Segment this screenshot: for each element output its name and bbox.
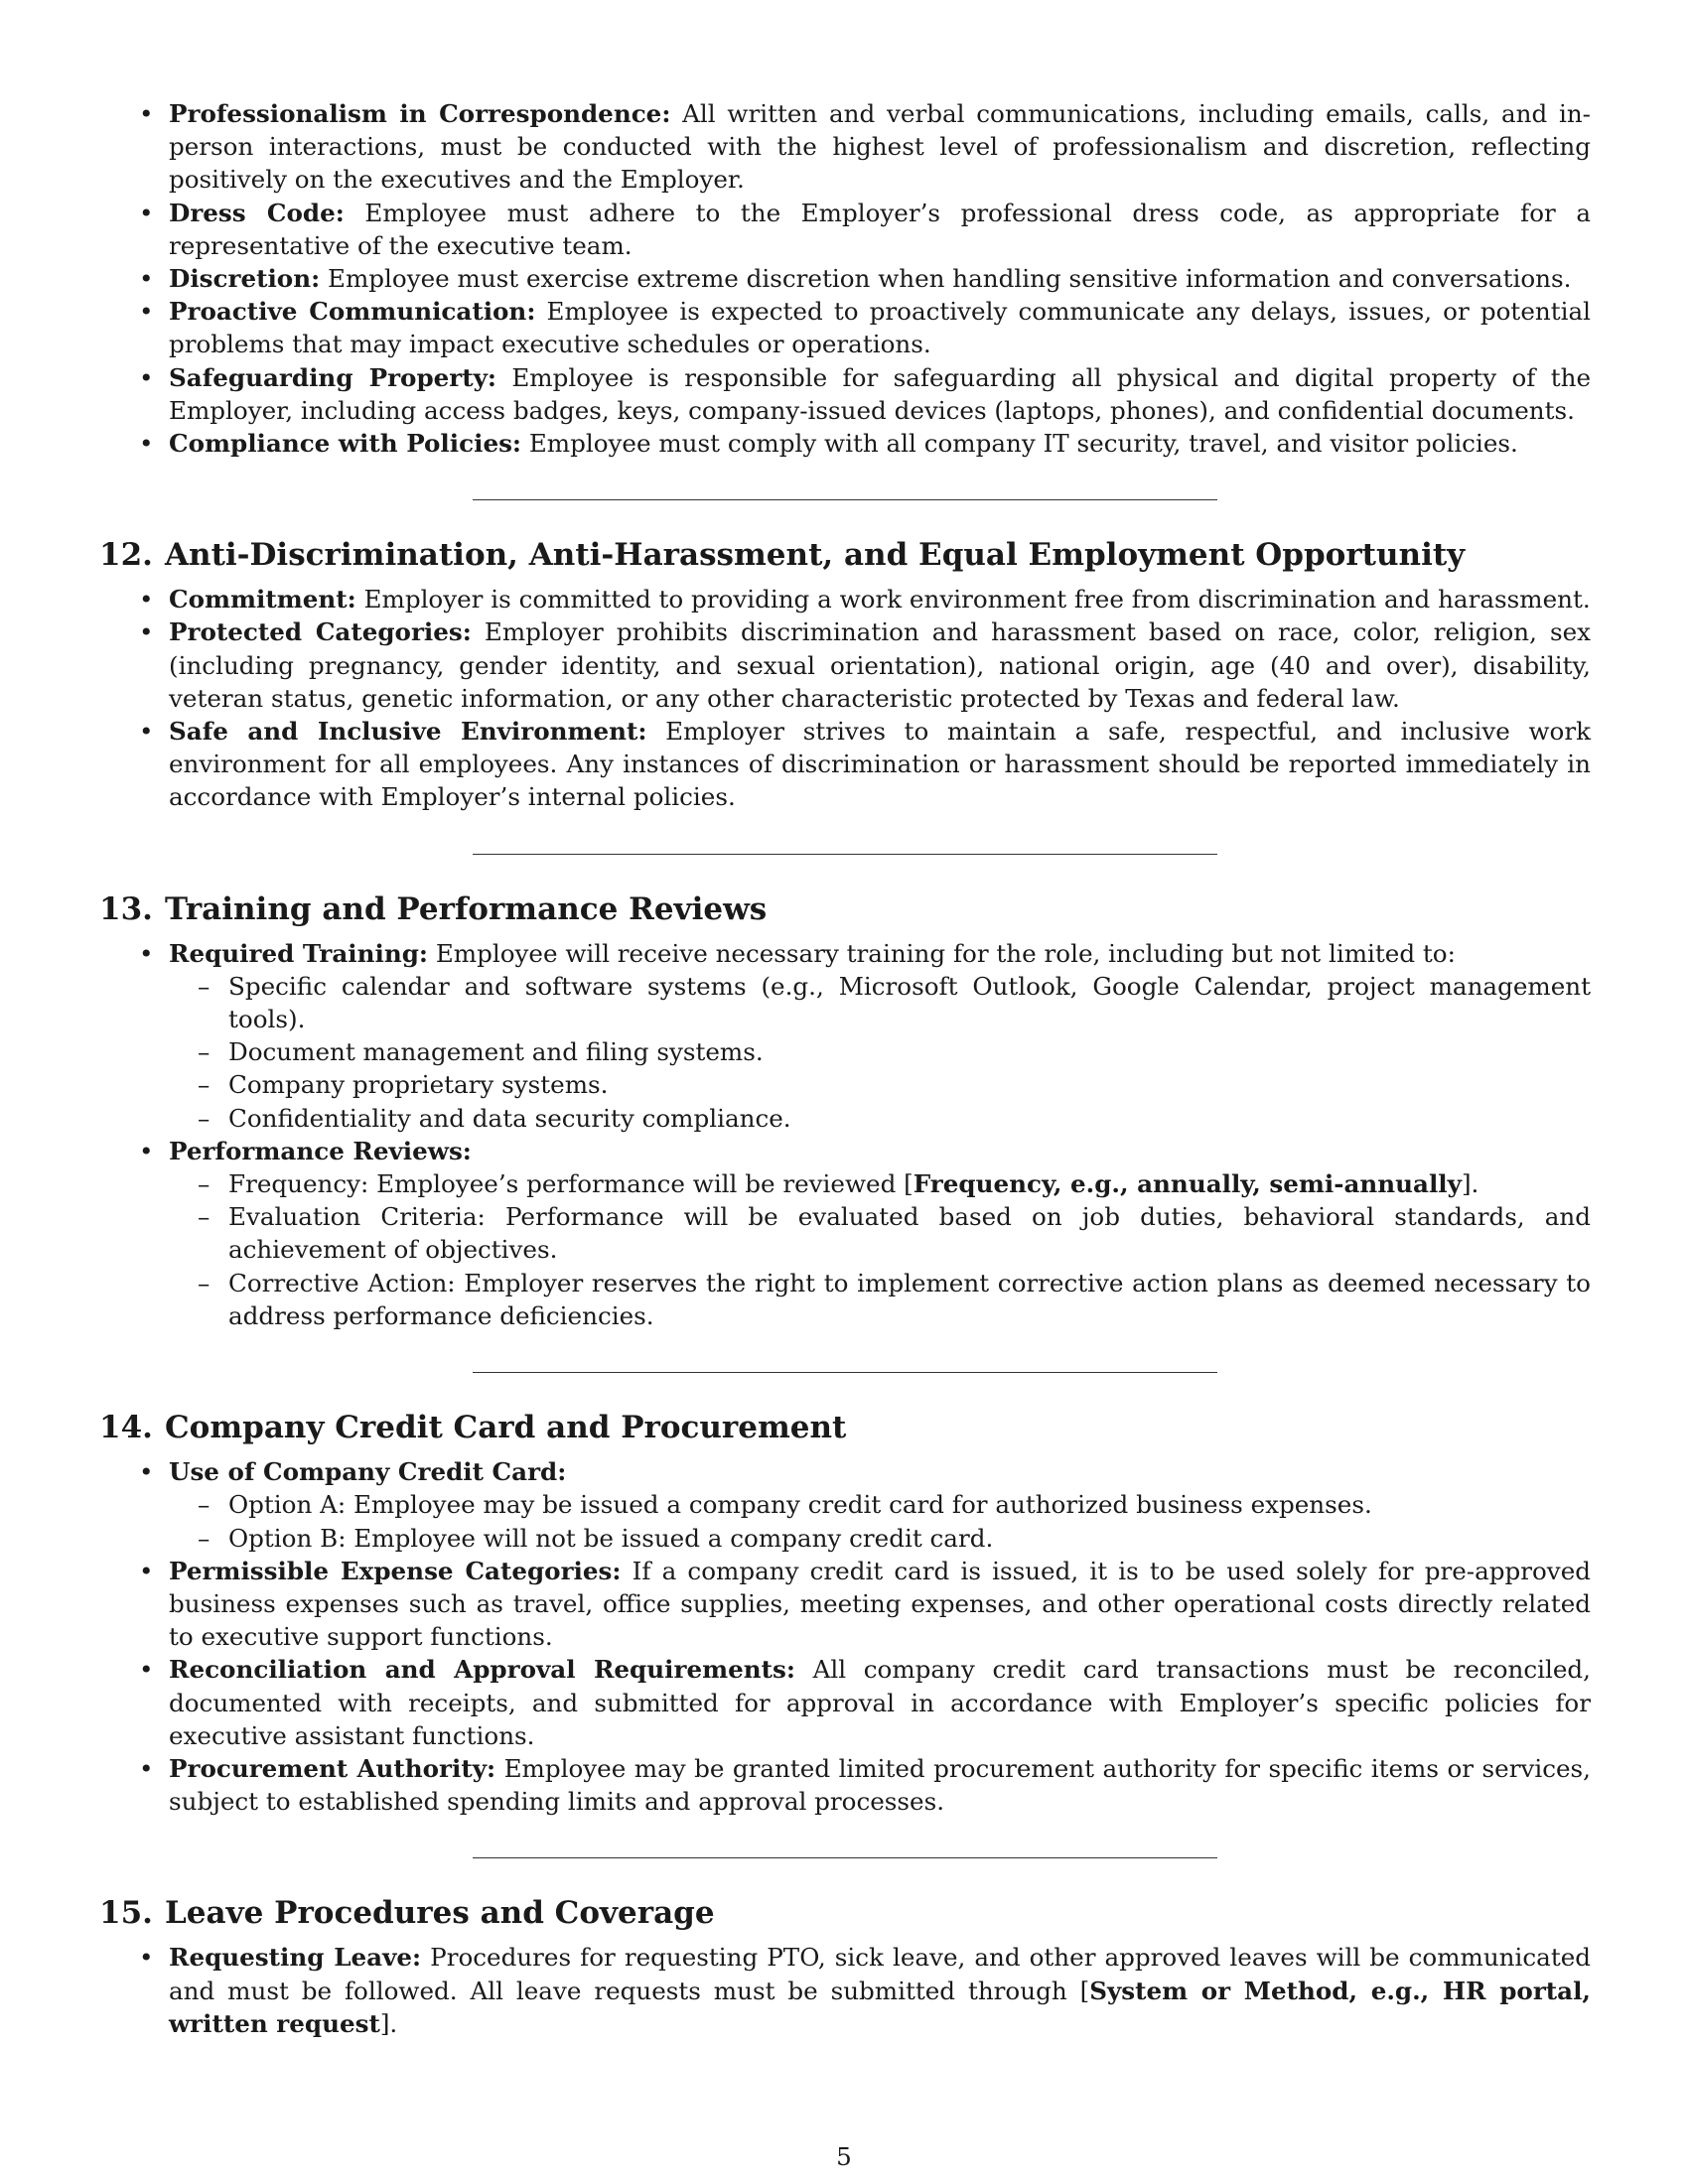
sublist-item: – Evaluation Criteria: Performance will be evaluated based on job duties, behavioral standards, and achievement of objectives. (169, 1200, 1591, 1266)
section-15-title (99, 1893, 1591, 1933)
section-number: 13. (99, 890, 153, 927)
item-label: Performance Reviews: (169, 1136, 472, 1165)
section-title-text: Anti-Discrimination, Anti-Harassment, and Equal Employment Opportunity (165, 537, 1466, 574)
item-label: Safeguarding Property: (169, 362, 496, 392)
sublist-item: – Corrective Action: Employer reserves the right to implement corrective action plans as deemed necessary to address performance deficiencies. (169, 1267, 1591, 1332)
section-divider (473, 1372, 1217, 1373)
sublist-item: – Option B: Employee will not be issued a company credit card. (169, 1522, 1591, 1555)
item-text: Employee may be granted limited procurement authority for specific items or services, subject to established spending limits and approval processes. (169, 1753, 1591, 1817)
sublist-item: – Confidentiality and data security compliance. (169, 1102, 1591, 1135)
list-item (99, 197, 1591, 262)
section-14-list (99, 1455, 1591, 1818)
item-text: If a company credit card is issued, it is to be used solely for pre-approved business expenses such as travel, office supplies, meeting expenses, and other operational costs directly related to executive support functions. (169, 1556, 1591, 1652)
list-item (99, 361, 1591, 427)
item-label: Proactive Communication: (169, 297, 536, 327)
list-item (99, 583, 1591, 615)
item-label: Dress Code: (169, 198, 345, 227)
item-text: Employer is committed to providing a work environment free from discrimination and harassment. (363, 585, 1591, 614)
leave-placeholder: System or Method, e.g., HR portal, written request (169, 1976, 1591, 2038)
section-divider (473, 854, 1217, 855)
item-text: Employee must comply with all company IT security, travel, and visitor policies. (528, 429, 1518, 459)
list-item (99, 262, 1591, 295)
page-content (99, 97, 1591, 2040)
list-item (99, 295, 1591, 360)
sublist-item: – Specific calendar and software systems (e.g., Microsoft Outlook, Google Calendar, project management tools). (169, 970, 1591, 1035)
item-label: Compliance with Policies: (169, 429, 522, 459)
item-text: Employee is expected to proactively communicate any delays, issues, or potential problems that may impact executive schedules or operations. (169, 297, 1591, 359)
item-text: Employee must exercise extreme discretion when handling sensitive information and conversations. (328, 264, 1572, 294)
section-title-text: Leave Procedures and Coverage (165, 1895, 715, 1932)
item-text: Employee is responsible for safeguarding all physical and digital property of the Employer, including access badges, keys, company-issued devices (laptops, phones), and confidential documents. (169, 362, 1591, 425)
item-label: Safe and Inclusive Environment: (169, 717, 647, 747)
item-label: Procurement Authority: (169, 1753, 496, 1783)
section-number: 12. (99, 537, 153, 574)
section-12-title (99, 535, 1591, 575)
section-14-title (99, 1408, 1591, 1447)
list-item (99, 1555, 1591, 1654)
item-label: Professionalism in Correspondence: (169, 99, 671, 128)
sublist-item: – Frequency: Employee’s performance will be reviewed [Frequency, e.g., annually, semi-annually]. (169, 1167, 1591, 1200)
item-text: Employer strives to maintain a safe, respectful, and inclusive work environment for all employees. Any instances of discrimination or harassment should be reported immediately in accordance with Employer’s internal policies. (169, 717, 1591, 812)
training-sublist (169, 970, 1591, 1135)
item-label: Reconciliation and Approval Requirements: (169, 1655, 795, 1685)
list-item (99, 715, 1591, 814)
item-label: Permissible Expense Categories: (169, 1556, 622, 1585)
page-number: 5 (836, 2142, 852, 2171)
list-item (99, 937, 1591, 1135)
sublist-item: – Option A: Employee may be issued a company credit card for authorized business expenses. (169, 1488, 1591, 1521)
list-item (99, 97, 1591, 197)
section-number: 15. (99, 1895, 153, 1932)
section-12-list (99, 583, 1591, 813)
sublist-item: – Document management and filing systems. (169, 1035, 1591, 1068)
section-13-title (99, 889, 1591, 929)
item-label: Required Training: (169, 938, 428, 968)
item-label: Use of Company Credit Card: (169, 1457, 567, 1487)
sublist-item: – Company proprietary systems. (169, 1068, 1591, 1101)
section-divider (473, 1857, 1217, 1858)
list-item (99, 1653, 1591, 1752)
reviews-sublist (169, 1167, 1591, 1332)
intro-list (99, 97, 1591, 460)
section-15-list (99, 1941, 1591, 2040)
list-item: • Requesting Leave: Procedures for requesting PTO, sick leave, and other approved leaves will be communicated and must be followed. All leave requests must be submitted through [System or Method, e.g., HR portal, written request]. (99, 1941, 1591, 2040)
frequency-placeholder: Frequency, e.g., annually, semi-annually (913, 1169, 1462, 1199)
item-label: Discretion: (169, 264, 321, 294)
item-text: All written and verbal communications, including emails, calls, and in-person interactions, must be conducted with the highest level of professionalism and discretion, reflecting positively on the executives and the Employer. (169, 99, 1591, 195)
card-options-sublist (169, 1488, 1591, 1554)
item-label: Commitment: (169, 585, 356, 614)
list-item (99, 1135, 1591, 1332)
item-text: Procedures for requesting PTO, sick leave, and other approved leaves will be communicated and must be followed. All leave requests must be submitted through (169, 1943, 1591, 2005)
section-title-text: Company Credit Card and Procurement (165, 1410, 847, 1446)
item-label: Requesting Leave: (169, 1943, 422, 1973)
item-text: Employer prohibits discrimination and harassment based on race, color, religion, sex (including pregnancy, gender identity, and sexual orientation), national origin, age (40 and over), disability, veteran status, genetic information, or any other characteristic protected by Texas and federal law. (169, 617, 1592, 713)
section-title-text: Training and Performance Reviews (165, 890, 768, 927)
section-divider (473, 499, 1217, 500)
item-text: All company credit card transactions must be reconciled, documented with receipts, and submitted for approval in accordance with Employer’s specific policies for executive assistant functions. (169, 1655, 1591, 1750)
list-item (99, 1455, 1591, 1555)
item-label: Protected Categories: (169, 617, 472, 647)
item-text: Employee must adhere to the Employer’s professional dress code, as appropriate for a representative of the executive team. (169, 198, 1592, 260)
list-item (99, 615, 1591, 715)
section-13-list (99, 937, 1591, 1332)
list-item (99, 1752, 1591, 1818)
section-number: 14. (99, 1410, 153, 1446)
list-item (99, 427, 1591, 460)
item-text: Employee will receive necessary training for the role, including but not limited to: (435, 938, 1456, 968)
frequency-text: Frequency: Employee’s performance will be reviewed (228, 1169, 897, 1199)
